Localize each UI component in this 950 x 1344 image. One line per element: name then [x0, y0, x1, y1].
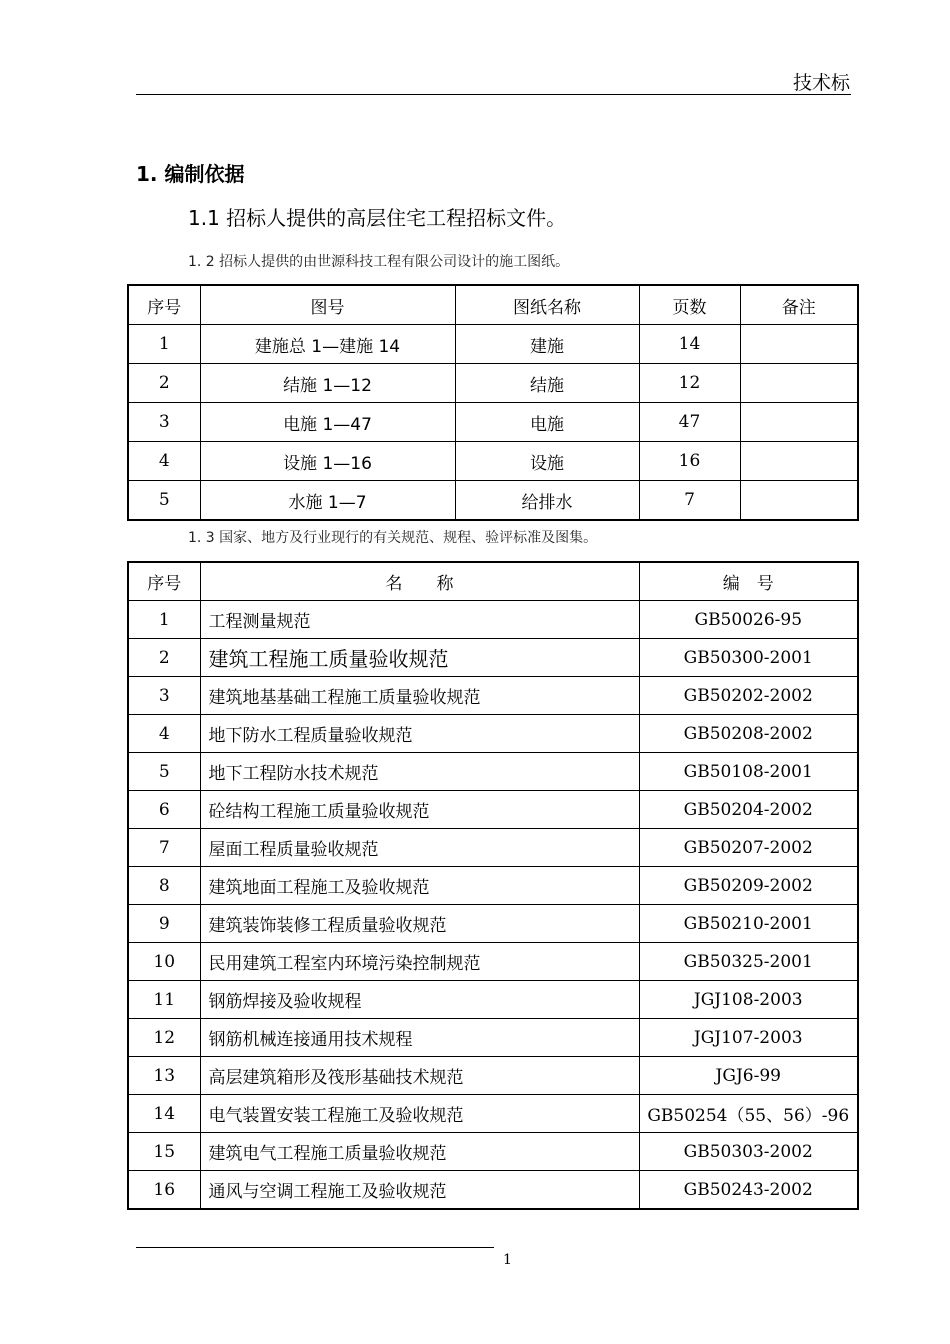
cell-index: 12 [128, 1019, 200, 1057]
cell-standard-name: 钢筋机械连接通用技术规程 [200, 1019, 639, 1057]
cell-drawing-name: 给排水 [455, 481, 639, 521]
cell-standard-code: GB50026-95 [639, 601, 858, 639]
cell-index: 4 [128, 715, 200, 753]
cell-drawing-no: 水施 1—7 [200, 481, 455, 521]
standards-table [127, 561, 859, 1210]
cell-index: 2 [128, 639, 200, 677]
cell-standard-code: GB50108-2001 [639, 753, 858, 791]
table-row [128, 639, 858, 677]
cell-standard-name: 建筑装饰装修工程质量验收规范 [200, 905, 639, 943]
cell-standard-name: 建筑工程施工质量验收规范 [200, 639, 639, 677]
header-cell: 图纸名称 [455, 285, 639, 325]
cell-index: 14 [128, 1095, 200, 1133]
table-row [128, 1057, 858, 1095]
drawings-table [127, 284, 859, 521]
cell-standard-code: GB50210-2001 [639, 905, 858, 943]
table-row [128, 715, 858, 753]
cell-index: 10 [128, 943, 200, 981]
cell-standard-code: GB50204-2002 [639, 791, 858, 829]
table-row [128, 601, 858, 639]
header-rule [136, 94, 851, 95]
cell-index: 6 [128, 791, 200, 829]
header-cell: 序号 [128, 562, 200, 601]
cell-standard-code: GB50209-2002 [639, 867, 858, 905]
table-row [128, 442, 858, 481]
cell-index: 5 [128, 753, 200, 791]
cell-index: 5 [128, 481, 200, 521]
cell-drawing-name: 设施 [455, 442, 639, 481]
cell-remark [740, 364, 858, 403]
cell-drawing-no: 建施总 1—建施 14 [200, 325, 455, 364]
cell-remark [740, 481, 858, 521]
table-row [128, 1171, 858, 1210]
cell-drawing-no: 电施 1—47 [200, 403, 455, 442]
page-number: 1 [503, 1252, 512, 1268]
cell-index: 15 [128, 1133, 200, 1171]
table-row [128, 677, 858, 715]
table-row [128, 403, 858, 442]
cell-standard-code: GB50208-2002 [639, 715, 858, 753]
cell-standard-name: 钢筋焊接及验收规程 [200, 981, 639, 1019]
cell-index: 1 [128, 325, 200, 364]
cell-index: 3 [128, 403, 200, 442]
cell-pages: 47 [639, 403, 740, 442]
header-cell: 图号 [200, 285, 455, 325]
table-row [128, 1133, 858, 1171]
header-cell: 名 称 [200, 562, 639, 601]
cell-standard-name: 建筑电气工程施工质量验收规范 [200, 1133, 639, 1171]
cell-remark [740, 442, 858, 481]
cell-index: 8 [128, 867, 200, 905]
cell-pages: 7 [639, 481, 740, 521]
cell-standard-name: 地下防水工程质量验收规范 [200, 715, 639, 753]
header-label: 技术标 [792, 72, 850, 94]
section-title: 1. 编制依据 [136, 162, 245, 186]
cell-standard-name: 屋面工程质量验收规范 [200, 829, 639, 867]
table-row [128, 829, 858, 867]
cell-pages: 16 [639, 442, 740, 481]
footer-rule [136, 1247, 494, 1248]
cell-index: 4 [128, 442, 200, 481]
section-item-3: 1. 3 国家、地方及行业现行的有关规范、规程、验评标准及图集。 [188, 530, 598, 546]
cell-index: 13 [128, 1057, 200, 1095]
cell-standard-name: 地下工程防水技术规范 [200, 753, 639, 791]
table-row [128, 753, 858, 791]
table-row [128, 1019, 858, 1057]
cell-pages: 14 [639, 325, 740, 364]
cell-standard-code: GB50202-2002 [639, 677, 858, 715]
header-cell: 备注 [740, 285, 858, 325]
table-row [128, 943, 858, 981]
cell-standard-code: JGJ6-99 [639, 1057, 858, 1095]
cell-drawing-name: 电施 [455, 403, 639, 442]
cell-standard-name: 建筑地基基础工程施工质量验收规范 [200, 677, 639, 715]
cell-standard-code: GB50303-2002 [639, 1133, 858, 1171]
table-row [128, 325, 858, 364]
table-row [128, 481, 858, 521]
cell-remark [740, 325, 858, 364]
cell-standard-code: GB50243-2002 [639, 1171, 858, 1210]
cell-standard-code: JGJ108-2003 [639, 981, 858, 1019]
cell-standard-code: GB50325-2001 [639, 943, 858, 981]
table-row [128, 867, 858, 905]
drawings-header-row [128, 285, 858, 325]
cell-standard-name: 民用建筑工程室内环境污染控制规范 [200, 943, 639, 981]
table-row [128, 791, 858, 829]
cell-index: 2 [128, 364, 200, 403]
table-row [128, 364, 858, 403]
table-row [128, 1095, 858, 1133]
cell-index: 9 [128, 905, 200, 943]
cell-index: 11 [128, 981, 200, 1019]
section-item-1: 1.1 招标人提供的高层住宅工程招标文件。 [188, 206, 567, 230]
cell-remark [740, 403, 858, 442]
cell-standard-name: 高层建筑箱形及筏形基础技术规范 [200, 1057, 639, 1095]
cell-standard-code: GB50300-2001 [639, 639, 858, 677]
cell-standard-name: 砼结构工程施工质量验收规范 [200, 791, 639, 829]
cell-pages: 12 [639, 364, 740, 403]
cell-drawing-name: 建施 [455, 325, 639, 364]
cell-drawing-no: 设施 1—16 [200, 442, 455, 481]
cell-index: 7 [128, 829, 200, 867]
cell-standard-code: JGJ107-2003 [639, 1019, 858, 1057]
cell-drawing-name: 结施 [455, 364, 639, 403]
section-item-2: 1. 2 招标人提供的由世源科技工程有限公司设计的施工图纸。 [188, 254, 570, 270]
cell-index: 16 [128, 1171, 200, 1210]
cell-drawing-no: 结施 1—12 [200, 364, 455, 403]
table-row [128, 981, 858, 1019]
header-cell: 序号 [128, 285, 200, 325]
standards-header-row [128, 562, 858, 601]
cell-index: 3 [128, 677, 200, 715]
table-row [128, 905, 858, 943]
cell-standard-name: 工程测量规范 [200, 601, 639, 639]
header-cell: 页数 [639, 285, 740, 325]
cell-standard-name: 通风与空调工程施工及验收规范 [200, 1171, 639, 1210]
cell-standard-code: GB50254（55、56）-96 [639, 1095, 858, 1133]
cell-standard-name: 电气装置安装工程施工及验收规范 [200, 1095, 639, 1133]
cell-standard-code: GB50207-2002 [639, 829, 858, 867]
cell-index: 1 [128, 601, 200, 639]
cell-standard-name: 建筑地面工程施工及验收规范 [200, 867, 639, 905]
header-cell: 编 号 [639, 562, 858, 601]
